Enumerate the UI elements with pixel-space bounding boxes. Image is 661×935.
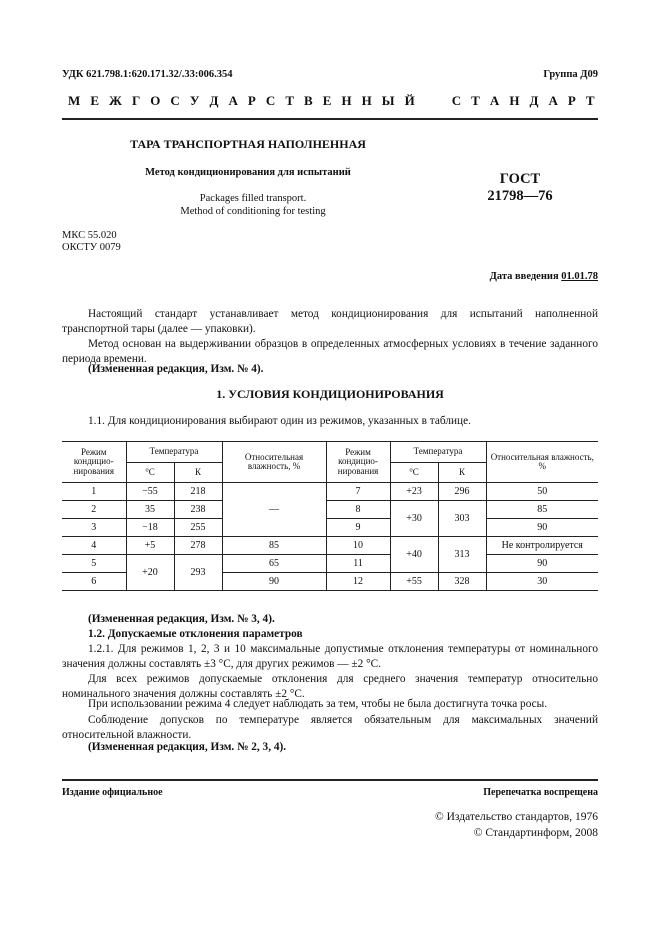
table-row: [62, 501, 598, 519]
header-kelvin-right: К: [438, 463, 486, 483]
udk-code: УДК 621.798.1:620.171.32/.33:006.354: [62, 69, 233, 80]
mode-cell: 7: [326, 483, 390, 501]
intro-date-value: 01.01.78: [561, 271, 598, 282]
celsius-cell: +40: [390, 537, 438, 573]
table-row: [62, 537, 598, 555]
kelvin-cell: 278: [174, 537, 222, 555]
kelvin-cell: 293: [174, 555, 222, 591]
kelvin-cell: 313: [438, 537, 486, 573]
intro-date-label: Дата введения: [489, 271, 559, 282]
celsius-cell: +30: [390, 501, 438, 537]
celsius-cell: +20: [126, 555, 174, 591]
mode-cell: 10: [326, 537, 390, 555]
conditioning-modes-table: [62, 441, 598, 591]
section-amendment: (Измененная редакция, Изм. № 2, 3, 4).: [88, 741, 287, 753]
mode-cell: 6: [62, 573, 126, 591]
mode-cell: 2: [62, 501, 126, 519]
intro-paragraph-1: Настоящий стандарт устанавливает метод кондиционирования для испытаний наполненной транспортной тары (далее — упаковки).: [62, 308, 598, 336]
humidity-cell: 50: [486, 483, 598, 501]
table-row: [62, 483, 598, 501]
mode-cell: 5: [62, 555, 126, 573]
kelvin-cell: 303: [438, 501, 486, 537]
celsius-cell: +23: [390, 483, 438, 501]
paragraph-1-2-1: 1.2.1. Для режимов 1, 2, 3 и 10 максимальные допустимые отклонения температуры от номинального значения должны составлять ±3 °С, для других режимов — ±2 °С.: [62, 643, 598, 671]
group-code: Группа Д09: [543, 69, 598, 80]
kelvin-cell: 296: [438, 483, 486, 501]
kelvin-cell: 218: [174, 483, 222, 501]
mks-code: МКС 55.020: [62, 230, 117, 241]
reprint-prohibited: Перепечатка воспрещена: [483, 787, 598, 798]
kelvin-cell: 328: [438, 573, 486, 591]
gost-label: ГОСТ: [499, 171, 541, 187]
header-kelvin-left: К: [174, 463, 222, 483]
paragraph-1-2-3: При использовании режима 4 следует наблюдать за тем, чтобы не была достигнута точка росы.: [88, 698, 548, 710]
english-title-1: Packages filled transport.: [199, 193, 307, 204]
celsius-cell: +55: [390, 573, 438, 591]
paragraph-1-2-2: Для всех режимов допускаемые отклонения для среднего значения температур относительно номинального значения должны составлять ±2 °С.: [62, 673, 598, 701]
document-subtitle: Метод кондиционирования для испытаний: [145, 167, 351, 178]
humidity-cell: 90: [222, 573, 326, 591]
mode-cell: 1: [62, 483, 126, 501]
table-amendment: (Измененная редакция, Изм. № 3, 4).: [88, 613, 275, 625]
humidity-cell: 90: [486, 519, 598, 537]
footer-rule: [62, 779, 598, 781]
mode-cell: 8: [326, 501, 390, 519]
intro-paragraph-2: Метод основан на выдерживании образцов в определенных атмосферных условиях в течение заданного периода времени.: [62, 338, 598, 366]
humidity-cell: 30: [486, 573, 598, 591]
english-title-2: Method of conditioning for testing: [180, 206, 326, 217]
table-row: [62, 555, 598, 573]
kelvin-cell: 255: [174, 519, 222, 537]
humidity-dash-cell: —: [222, 483, 326, 537]
banner-standard: С Т А Н Д А Р Т: [451, 93, 598, 108]
paragraph-1-2-4: Соблюдение допусков по температуре является обязательным для максимальных значений относительной влажности.: [62, 714, 598, 742]
paragraph-1-1: 1.1. Для кондиционирования выбирают один из режимов, указанных в таблице.: [88, 415, 471, 427]
header-humidity-right: Относительная влажность, %: [486, 442, 598, 483]
banner-interstate: М Е Ж Г О С У Д А Р С Т В Е Н Н Ы Й: [68, 93, 419, 108]
humidity-cell: 65: [222, 555, 326, 573]
copyright-2008: © Стандартинформ, 2008: [473, 827, 598, 839]
gost-number: 21798—76: [487, 188, 553, 204]
humidity-cell: 85: [486, 501, 598, 519]
humidity-cell: 90: [486, 555, 598, 573]
heading-1-2: 1.2. Допускаемые отклонения параметров: [88, 628, 303, 640]
humidity-cell: Не контролируется: [486, 537, 598, 555]
header-mode-right: Режим кондицио-нирования: [326, 442, 390, 483]
header-mode-left: Режим кондицио-нирования: [62, 442, 126, 483]
humidity-cell: 85: [222, 537, 326, 555]
table-row: [62, 519, 598, 537]
kelvin-cell: 238: [174, 501, 222, 519]
header-temperature-right: Температура: [390, 442, 486, 463]
celsius-cell: +5: [126, 537, 174, 555]
header-celsius-left: °С: [126, 463, 174, 483]
header-rule: [62, 118, 598, 120]
official-edition: Издание официальное: [62, 787, 163, 798]
celsius-cell: −55: [126, 483, 174, 501]
celsius-cell: 35: [126, 501, 174, 519]
mode-cell: 12: [326, 573, 390, 591]
header-temperature-left: Температура: [126, 442, 222, 463]
document-title: ТАРА ТРАНСПОРТНАЯ НАПОЛНЕННАЯ: [130, 137, 366, 151]
celsius-cell: −18: [126, 519, 174, 537]
mode-cell: 9: [326, 519, 390, 537]
intro-amendment: (Измененная редакция, Изм. № 4).: [88, 363, 264, 375]
section-1-heading: 1. УСЛОВИЯ КОНДИЦИОНИРОВАНИЯ: [216, 387, 444, 401]
mode-cell: 11: [326, 555, 390, 573]
copyright-1976: © Издательство стандартов, 1976: [434, 811, 598, 823]
header-celsius-right: °С: [390, 463, 438, 483]
intro-date: [490, 271, 598, 282]
okstu-code: ОКСТУ 0079: [62, 242, 121, 253]
mode-cell: 3: [62, 519, 126, 537]
header-humidity-left: Относительная влажность, %: [222, 442, 326, 483]
mode-cell: 4: [62, 537, 126, 555]
